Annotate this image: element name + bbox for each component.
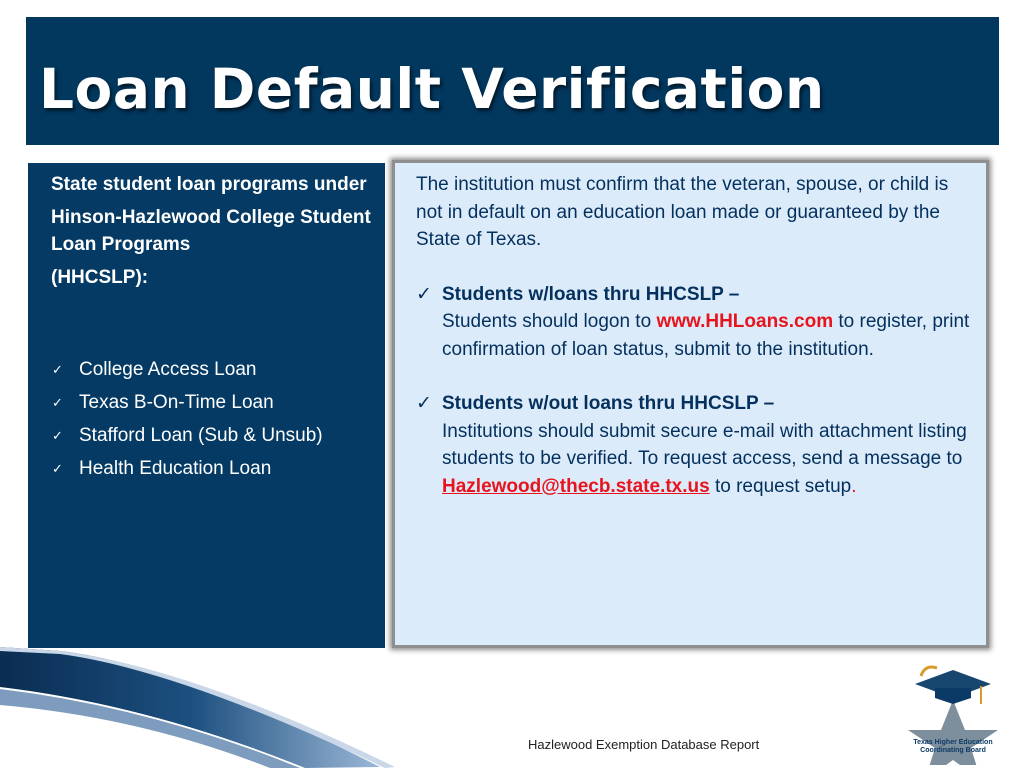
list-item [51, 452, 391, 485]
logo-caption [900, 739, 1006, 755]
item-text [442, 418, 976, 501]
list-item-label: Stafford Loan (Sub & Unsub) [79, 425, 323, 446]
loans-not-thru-hhcslp-item [416, 390, 976, 500]
logo-caption-line-1: Texas Higher Education [913, 739, 993, 746]
right-panel-body [416, 171, 976, 527]
heading-line-1: State student loan programs under [51, 174, 367, 195]
footer-text: Hazlewood Exemption Database Report [528, 737, 760, 752]
checkmark-icon: ✓ [52, 428, 63, 443]
item-text-before: Institutions should submit secure e-mail with attachment listing students to be verified. To request access, send a message to [442, 420, 967, 469]
item-text-after: to request setup [709, 475, 852, 497]
list-item [51, 419, 391, 452]
page-title: Loan Default Verification [39, 57, 825, 121]
loan-program-list [51, 353, 391, 485]
item-text-after: to register, print confirmation of loan status, submit to the institution. [442, 311, 970, 360]
title-bar [26, 17, 999, 145]
loans-thru-hhcslp-item [416, 281, 976, 364]
decorative-sweep [0, 645, 400, 768]
list-item-label: College Access Loan [79, 359, 257, 380]
list-item-label: Health Education Loan [79, 458, 272, 479]
list-item-label: Texas B-On-Time Loan [79, 392, 274, 413]
hazlewood-email-link[interactable]: Hazlewood@thecb.state.tx.us [442, 475, 710, 497]
left-panel [28, 163, 385, 648]
list-item [51, 353, 391, 386]
checkmark-icon: ✓ [416, 393, 432, 414]
item-heading: Students w/loans thru HHCSLP – [442, 283, 740, 305]
right-panel [392, 160, 989, 648]
left-panel-heading [51, 171, 371, 297]
checkmark-icon: ✓ [52, 461, 63, 476]
trailing-period: . [851, 475, 857, 497]
checkmark-icon: ✓ [52, 362, 63, 377]
intro-paragraph: The institution must confirm that the veteran, spouse, or child is not in default on an education loan made or guaranteed by the State of Texas. [416, 174, 949, 250]
list-item [51, 386, 391, 419]
item-heading: Students w/out loans thru HHCSLP – [442, 393, 775, 414]
checkmark-icon: ✓ [416, 283, 432, 305]
heading-line-2: Hinson-Hazlewood College Student Loan Programs [51, 207, 371, 255]
item-text-before: Students should logon to [442, 311, 657, 332]
item-text [442, 308, 976, 363]
heading-line-3: (HHCSLP): [51, 267, 149, 288]
logo-caption-line-2: Coordinating Board [920, 747, 986, 754]
hhloans-link[interactable]: www.HHLoans.com [656, 311, 834, 332]
checkmark-icon: ✓ [52, 395, 63, 410]
